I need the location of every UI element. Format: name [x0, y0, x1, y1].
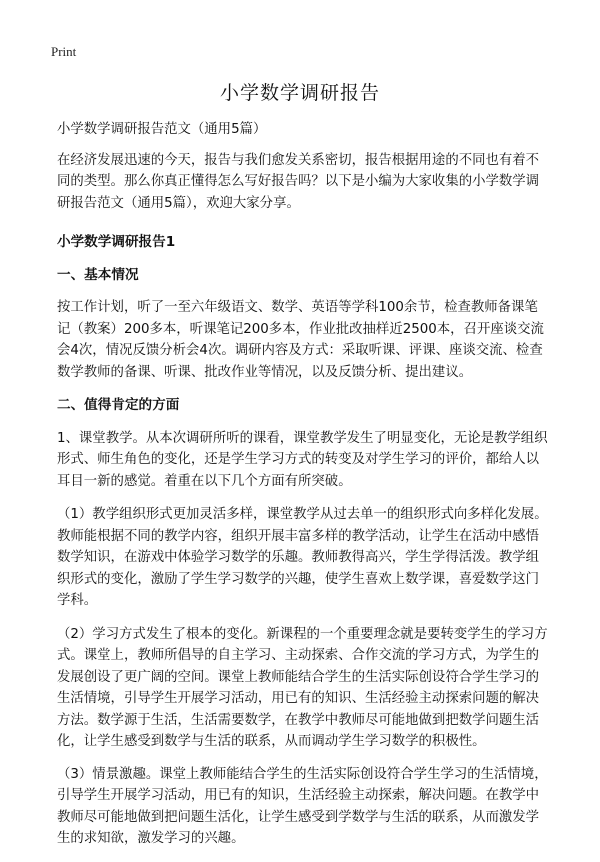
classroom-teaching-paragraph: 1、课堂教学。从本次调研所听的课看，课堂教学发生了明显变化，无论是教学组织形式、师生角色的变化，还是学生学习方式的转变及对学生学习的评价，都给人以耳目一新的感觉。着重在以下几个方面有所突破。: [57, 430, 548, 489]
section-heading-basic: 一、基本情况: [57, 266, 139, 283]
document-title: 小学数学调研报告: [219, 82, 380, 104]
point-3-paragraph: （3）情景激趣。课堂上教师能结合学生的生活实际创设符合学生学习的生活情境，引导学生开展学习活动，用已有的知识，生活经验主动探索，解决问题。在教学中教师尽可能地做到把问题生活化，让学生感受到学数学与生活的联系，从而激发学生的求知欲，激发学习的兴趣。: [57, 766, 548, 846]
report-heading: 小学数学调研报告1: [57, 234, 176, 250]
basic-situation-paragraph: 按工作计划，听了一至六年级语文、数学、英语等学科100余节，检查教师备课笔记（教案）200多本，听课笔记200多本，作业批改抽样近2500本，召开座谈交流会4次，情况反馈分析会4次。调研内容及方式：采取听课、评课、座谈交流、检查数学教师的备课、听课、批改作业等情况，以及反馈分析、提出建议。: [57, 300, 544, 380]
section-heading-positive: 二、值得肯定的方面: [57, 397, 180, 413]
point-2-paragraph: （2）学习方式发生了根本的变化。新课程的一个重要理念就是要转变学生的学习方式。课堂上，教师所倡导的自主学习、主动探索、合作交流的学习方式，为学生的发展创设了更广阔的空间。课堂上教师能结合学生的生活实际创设符合学生学习的生活情境，引导学生开展学习活动，用已有的知识、生活经验主动探索问题的解决方法。数学源于生活，生活需要数学，在教学中教师尽可能地做到把数学问题生活化，让学生感受到数学与生活的联系，从而调动学生学习数学的积极性。: [57, 626, 548, 749]
print-link[interactable]: Print: [51, 44, 77, 59]
document-body: [57, 119, 549, 862]
point-1-paragraph: （1）教学组织形式更加灵活多样，课堂教学从过去单一的组织形式向多样化发展。教师能根据不同的教学内容，组织开展丰富多样的教学活动，让学生在活动中感悟数学知识，在游戏中体验学习数学的乐趣。教师教得高兴，学生学得活泼。教学组织形式的变化，激励了学生学习数学的兴趣，使学生喜欢上数学课，喜爱数学这门学科。: [57, 507, 548, 608]
intro-paragraph: 在经济发展迅速的今天，报告与我们愈发关系密切，报告根据用途的不同也有着不同的类型。那么你真正懂得怎么写好报告吗？以下是小编为大家收集的小学数学调研报告范文（通用5篇），欢迎大家分享。: [57, 152, 540, 211]
document-subtitle: 小学数学调研报告范文（通用5篇）: [57, 122, 267, 137]
